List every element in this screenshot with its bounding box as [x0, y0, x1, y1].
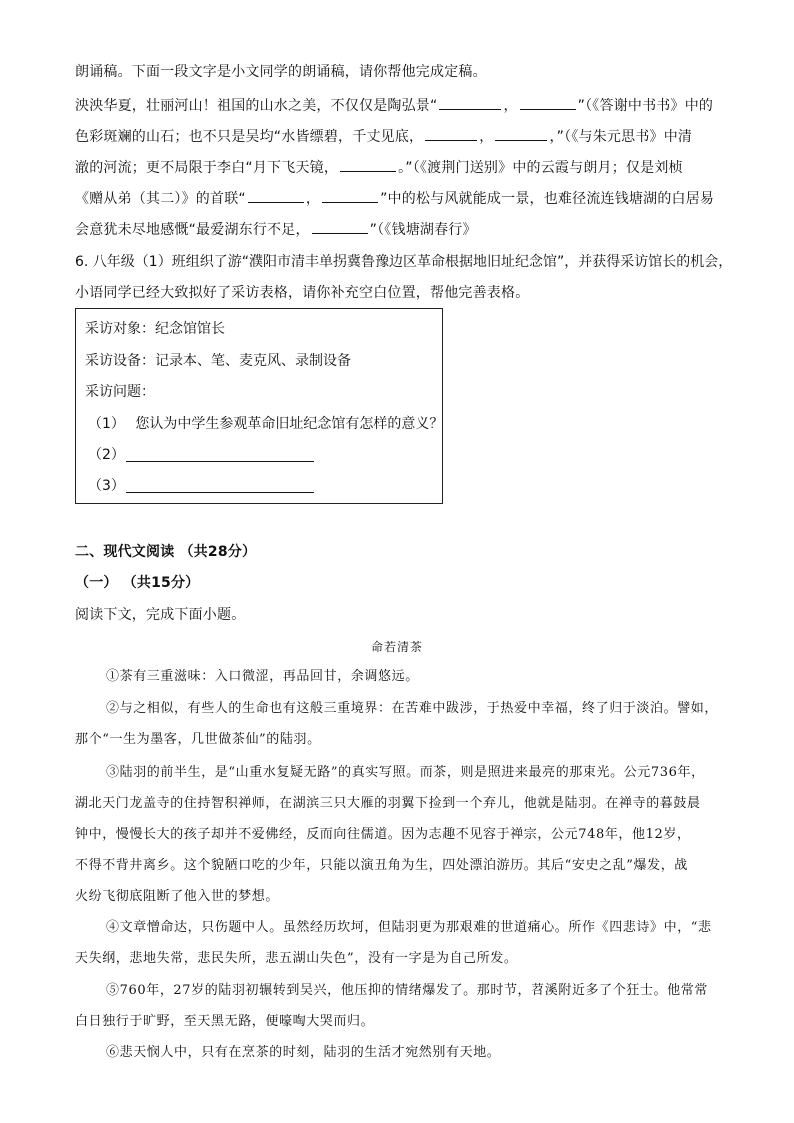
- question-6-line-1: 6. 八年级（1）班组织了游“濮阳市清丰单拐冀鲁豫边区革命根据地旧址纪念馆”，并获得采访馆长的机会，: [75, 254, 733, 270]
- intro-line: 朗诵稿。下面一段文字是小文同学的朗诵稿，请你帮他完成定稿。: [75, 64, 487, 80]
- fill-blank[interactable]: [312, 219, 368, 234]
- interview-target: 采访对象：纪念馆馆长: [85, 321, 225, 337]
- interview-question-3-num: （3）: [88, 478, 125, 494]
- interview-equipment: 采访设备：记录本、笔、麦克风、录制设备: [85, 353, 351, 369]
- article-paragraph-4-line-1: ④文章憎命达，只伤题中人。虽然经历坎坷，但陆羽更为那艰难的世道痛心。所作《四悲诗》中，“悲: [106, 920, 712, 935]
- fill-blank[interactable]: [322, 188, 378, 203]
- poem-line-3: 澈的河流；更不局限于李白“月下飞天镜， 。”（《渡荆门送别》中的云霞与朗月；仅是刘桢: [75, 157, 683, 178]
- article-title: 命若清茶: [370, 640, 423, 654]
- article-paragraph-2-line-2: 那个“一生为墨客，几世做茶仙”的陆羽。: [75, 732, 321, 747]
- article-paragraph-2-line-1: ②与之相似，有些人的生命也有这般三重境界：在苦难中跋涉，于热爱中幸福，终了归于淡泊。譬如，: [106, 701, 719, 716]
- interview-table: [75, 308, 443, 504]
- section-2-title: 二、现代文阅读 （共28分）: [75, 544, 257, 560]
- fill-blank[interactable]: [439, 95, 501, 110]
- article-paragraph-3-line-5: 火纷飞彻底阻断了他入世的梦想。: [75, 889, 280, 904]
- fill-blank[interactable]: [495, 126, 547, 141]
- fill-blank[interactable]: [340, 157, 396, 172]
- fill-blank[interactable]: [248, 188, 304, 203]
- poem-line-5: 会意犹未尽地感慨“最爱湖东行不足， ”（《钱塘湖春行》: [75, 219, 477, 240]
- article-paragraph-4-line-2: 天失纲，悲地失常，悲民失所，悲五湖山失色”，没有一字是为自己所发。: [75, 951, 518, 966]
- reading-instruction: 阅读下文，完成下面小题。: [75, 607, 246, 623]
- interview-questions-label: 采访问题：: [85, 384, 155, 400]
- poem-line-2: 色彩斑斓的山石；也不只是吴均“水皆缥碧，千丈见底， ， ，”（《与朱元思书》中清: [75, 126, 692, 147]
- poem-line-1: 泱泱华夏，壮丽河山！祖国的山水之美，不仅仅是陶弘景“ ， ”（《答谢中书书》中的: [75, 95, 713, 116]
- article-paragraph-1: ①茶有三重滋味：入口微涩，再品回甘，余调悠远。: [106, 669, 419, 684]
- question-2-answer-line[interactable]: [126, 461, 314, 462]
- poem-line-4: 《赠从弟（其二）》的首联“ ， ”中的松与风就能成一景，也难径流连钱塘湖的白居易: [75, 188, 714, 209]
- subsection-1-title: （一） （共15分）: [75, 575, 200, 591]
- question-6-line-2: 小语同学已经大致拟好了采访表格，请你补充空白位置，帮他完善表格。: [75, 285, 530, 301]
- article-paragraph-5-line-2: 白日独行于旷野，至天黑无路，便嚎啕大哭而归。: [75, 1014, 375, 1029]
- fill-blank[interactable]: [425, 126, 477, 141]
- article-paragraph-3-line-1: ③陆羽的前半生，是“山重水复疑无路”的真实写照。而茶，则是照进来最亮的那束光。公元736年，: [106, 765, 705, 780]
- article-paragraph-3-line-4: 不得不背井离乡。这个貌陋口吃的少年，只能以演丑角为生，四处漂泊游历。其后“安史之乱”爆发，战: [75, 858, 688, 873]
- fill-blank[interactable]: [520, 95, 576, 110]
- question-3-answer-line[interactable]: [126, 492, 314, 493]
- article-paragraph-3-line-3: 钟中，慢慢长大的孩子却并不爱佛经，反而向往儒道。因为志趣不见容于禅宗，公元748年，他12岁，: [75, 827, 691, 842]
- article-paragraph-5-line-1: ⑤760年，27岁的陆羽初辗转到吴兴，他压抑的情绪爆发了。那时节，苕溪附近多了个狂士。他常常: [106, 983, 708, 998]
- interview-question-1: （1） 您认为中学生参观革命旧址纪念馆有怎样的意义？: [88, 416, 444, 432]
- interview-question-2-num: （2）: [88, 447, 125, 463]
- article-paragraph-6: ⑥悲天悯人中，只有在烹茶的时刻，陆羽的生活才宛然别有天地。: [106, 1045, 501, 1060]
- article-paragraph-3-line-2: 湖北天门龙盖寺的住持智积禅师，在湖滨三只大雁的羽翼下捡到一个弃儿，他就是陆羽。在禅寺的暮鼓晨: [75, 796, 701, 811]
